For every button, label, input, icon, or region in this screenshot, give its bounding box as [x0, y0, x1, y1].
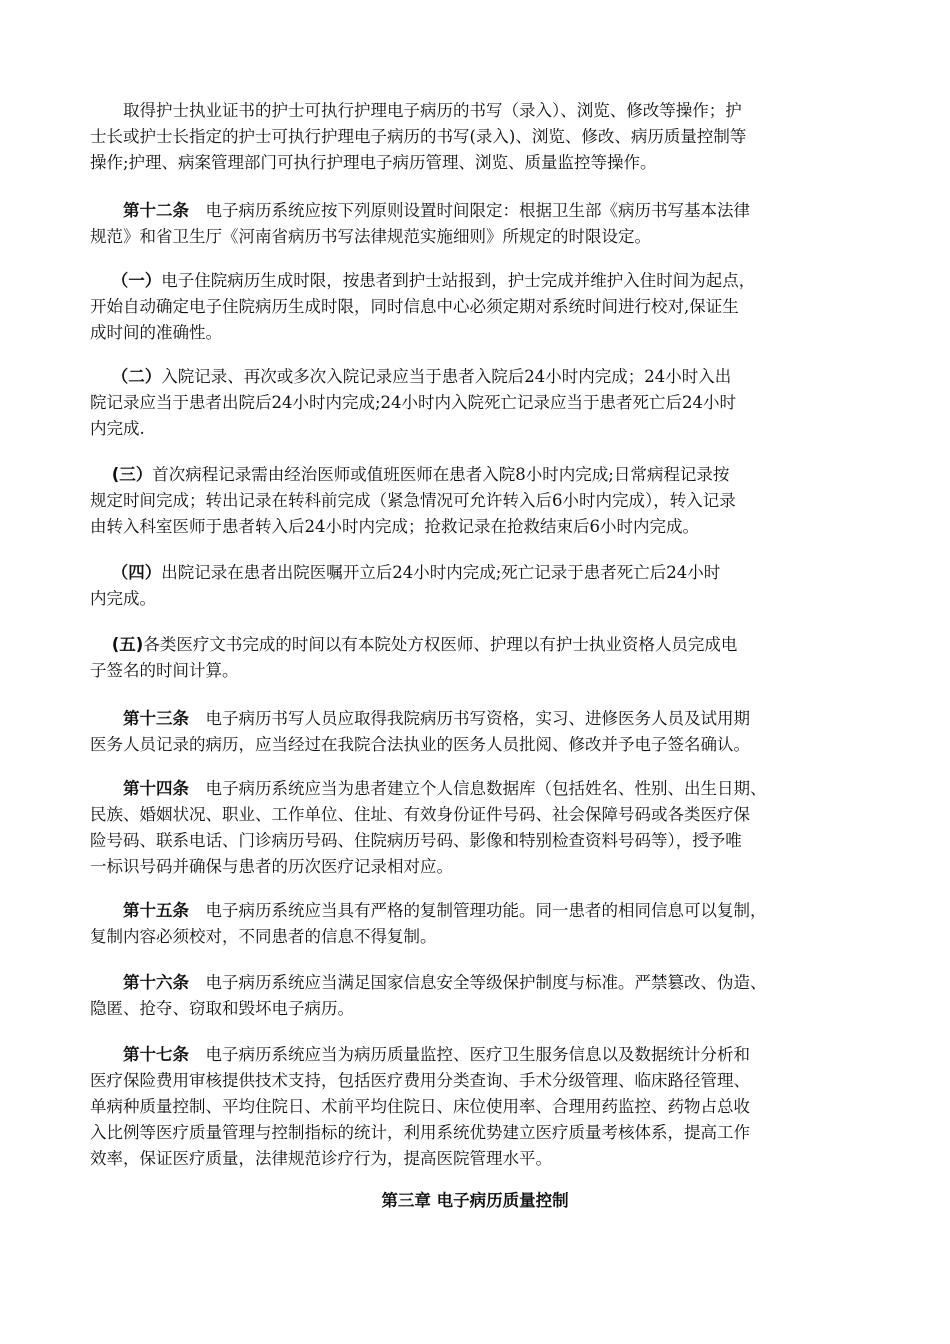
line: 电子病历系统应当具有严格的复制管理功能。同一患者的相同信息可以复制，: [189, 901, 767, 920]
line: 民族、婚姻状况、职业、工作单位、住址、有效身份证件号码、社会保障号码或各类医疗保: [90, 805, 750, 824]
article-heading: 第十二条: [123, 201, 189, 220]
line: 院记录应当于患者出院后24小时内完成;24小时内入院死亡记录应当于患者死亡后24小时: [90, 393, 737, 412]
line: 电子病历系统应按下列原则设置时间限定：根据卫生部《病历书写基本法律: [189, 201, 750, 220]
line: 入院记录、再次或多次入院记录应当于患者入院后24小时内完成；24小时入出: [161, 367, 732, 386]
line: 复制内容必须校对，不同患者的信息不得复制。: [90, 927, 437, 946]
line: 医务人员记录的病历，应当经过在我院合法执业的医务人员批阅、修改并予电子签名确认。: [90, 735, 750, 754]
clause-heading: （二）: [111, 367, 162, 386]
line: 内完成.: [90, 419, 145, 438]
article-12: [90, 198, 870, 250]
article-heading: 第十七条: [123, 1045, 189, 1064]
line: 取得护士执业证书的护士可执行护理电子病历的书写（录入）、浏览、修改等操作；护: [90, 101, 742, 120]
clause-heading: （一）: [111, 271, 162, 290]
article-heading: 第十三条: [123, 709, 189, 728]
line: 成时间的准确性。: [90, 323, 222, 342]
article-16: [90, 970, 870, 1022]
line: 操作;护理、病案管理部门可执行护理电子病历管理、浏览、质量监控等操作。: [90, 153, 657, 172]
clause-heading: （四）: [111, 563, 162, 582]
line: 电子病历系统应当为病历质量监控、医疗卫生服务信息以及数据统计分析和: [189, 1045, 750, 1064]
line: 开始自动确定电子住院病历生成时限，同时信息中心必须定期对系统时间进行校对,保证生: [90, 297, 739, 316]
line: 险号码、联系电话、门诊病历号码、住院病历号码、影像和特别检查资料号码等），授予唯: [90, 831, 742, 850]
line: 子签名的时间计算。: [90, 661, 239, 680]
line: 出院记录在患者出院医嘱开立后24小时内完成;死亡记录于患者死亡后24小时: [161, 563, 721, 582]
clause-heading: (五): [111, 635, 144, 654]
line: 首次病程记录需由经治医师或值班医师在患者入院8小时内完成;日常病程记录按: [152, 465, 730, 484]
line: 各类医疗文书完成的时间以有本院处方权医师、护理以有护士执业资格人员完成电: [143, 635, 738, 654]
line: 电子病历系统应当为患者建立个人信息数据库（包括姓名、性别、出生日期、: [189, 779, 767, 798]
clause-4: [90, 560, 870, 612]
clause-heading: (三）: [111, 465, 153, 484]
line: 单病种质量控制、平均住院日、术前平均住院日、床位使用率、合理用药监控、药物占总收: [90, 1097, 750, 1116]
clause-5: [90, 632, 870, 684]
line: 规范》和省卫生厅《河南省病历书写法律规范实施细则》所规定的时限设定。: [90, 227, 651, 246]
line: 医疗保险费用审核提供技术支持，包括医疗费用分类查询、手术分级管理、临床路径管理、: [90, 1071, 750, 1090]
article-heading: 第十四条: [123, 779, 189, 798]
article-heading: 第十五条: [123, 901, 189, 920]
clause-3: [90, 462, 870, 540]
article-14: [90, 776, 870, 880]
article-heading: 第十六条: [123, 973, 189, 992]
article-15: [90, 898, 870, 950]
clause-2: [90, 364, 870, 442]
line: 内完成。: [90, 589, 156, 608]
line: 电子病历书写人员应取得我院病历书写资格，实习、进修医务人员及试用期: [189, 709, 750, 728]
line: 电子住院病历生成时限，按患者到护士站报到，护士完成并维护入住时间为起点，: [161, 271, 756, 290]
line: 规定时间完成；转出记录在转科前完成（紧急情况可允许转入后6小时内完成），转入记录: [90, 491, 736, 510]
clause-1: [90, 268, 870, 346]
line: 隐匿、抢夺、窃取和毁坏电子病历。: [90, 999, 354, 1018]
line: 一标识号码并确保与患者的历次医疗记录相对应。: [90, 857, 453, 876]
paragraph-nurse-permissions: [90, 98, 870, 176]
article-17: [90, 1042, 870, 1172]
line: 士长或护士长指定的护士可执行护理电子病历的书写(录入)、浏览、修改、病历质量控制等: [90, 127, 747, 146]
line: 入比例等医疗质量管理与控制指标的统计，利用系统优势建立医疗质量考核体系，提高工作: [90, 1123, 750, 1142]
line: 由转入科室医师于患者转入后24小时内完成；抢救记录在抢救结束后6小时内完成。: [90, 517, 699, 536]
line: 效率，保证医疗质量，法律规范诊疗行为，提高医院管理水平。: [90, 1149, 552, 1168]
line: 电子病历系统应当满足国家信息安全等级保护制度与标准。严禁篡改、伪造、: [189, 973, 767, 992]
chapter-title: 第三章 电子病历质量控制: [381, 1191, 569, 1210]
article-13: [90, 706, 870, 758]
